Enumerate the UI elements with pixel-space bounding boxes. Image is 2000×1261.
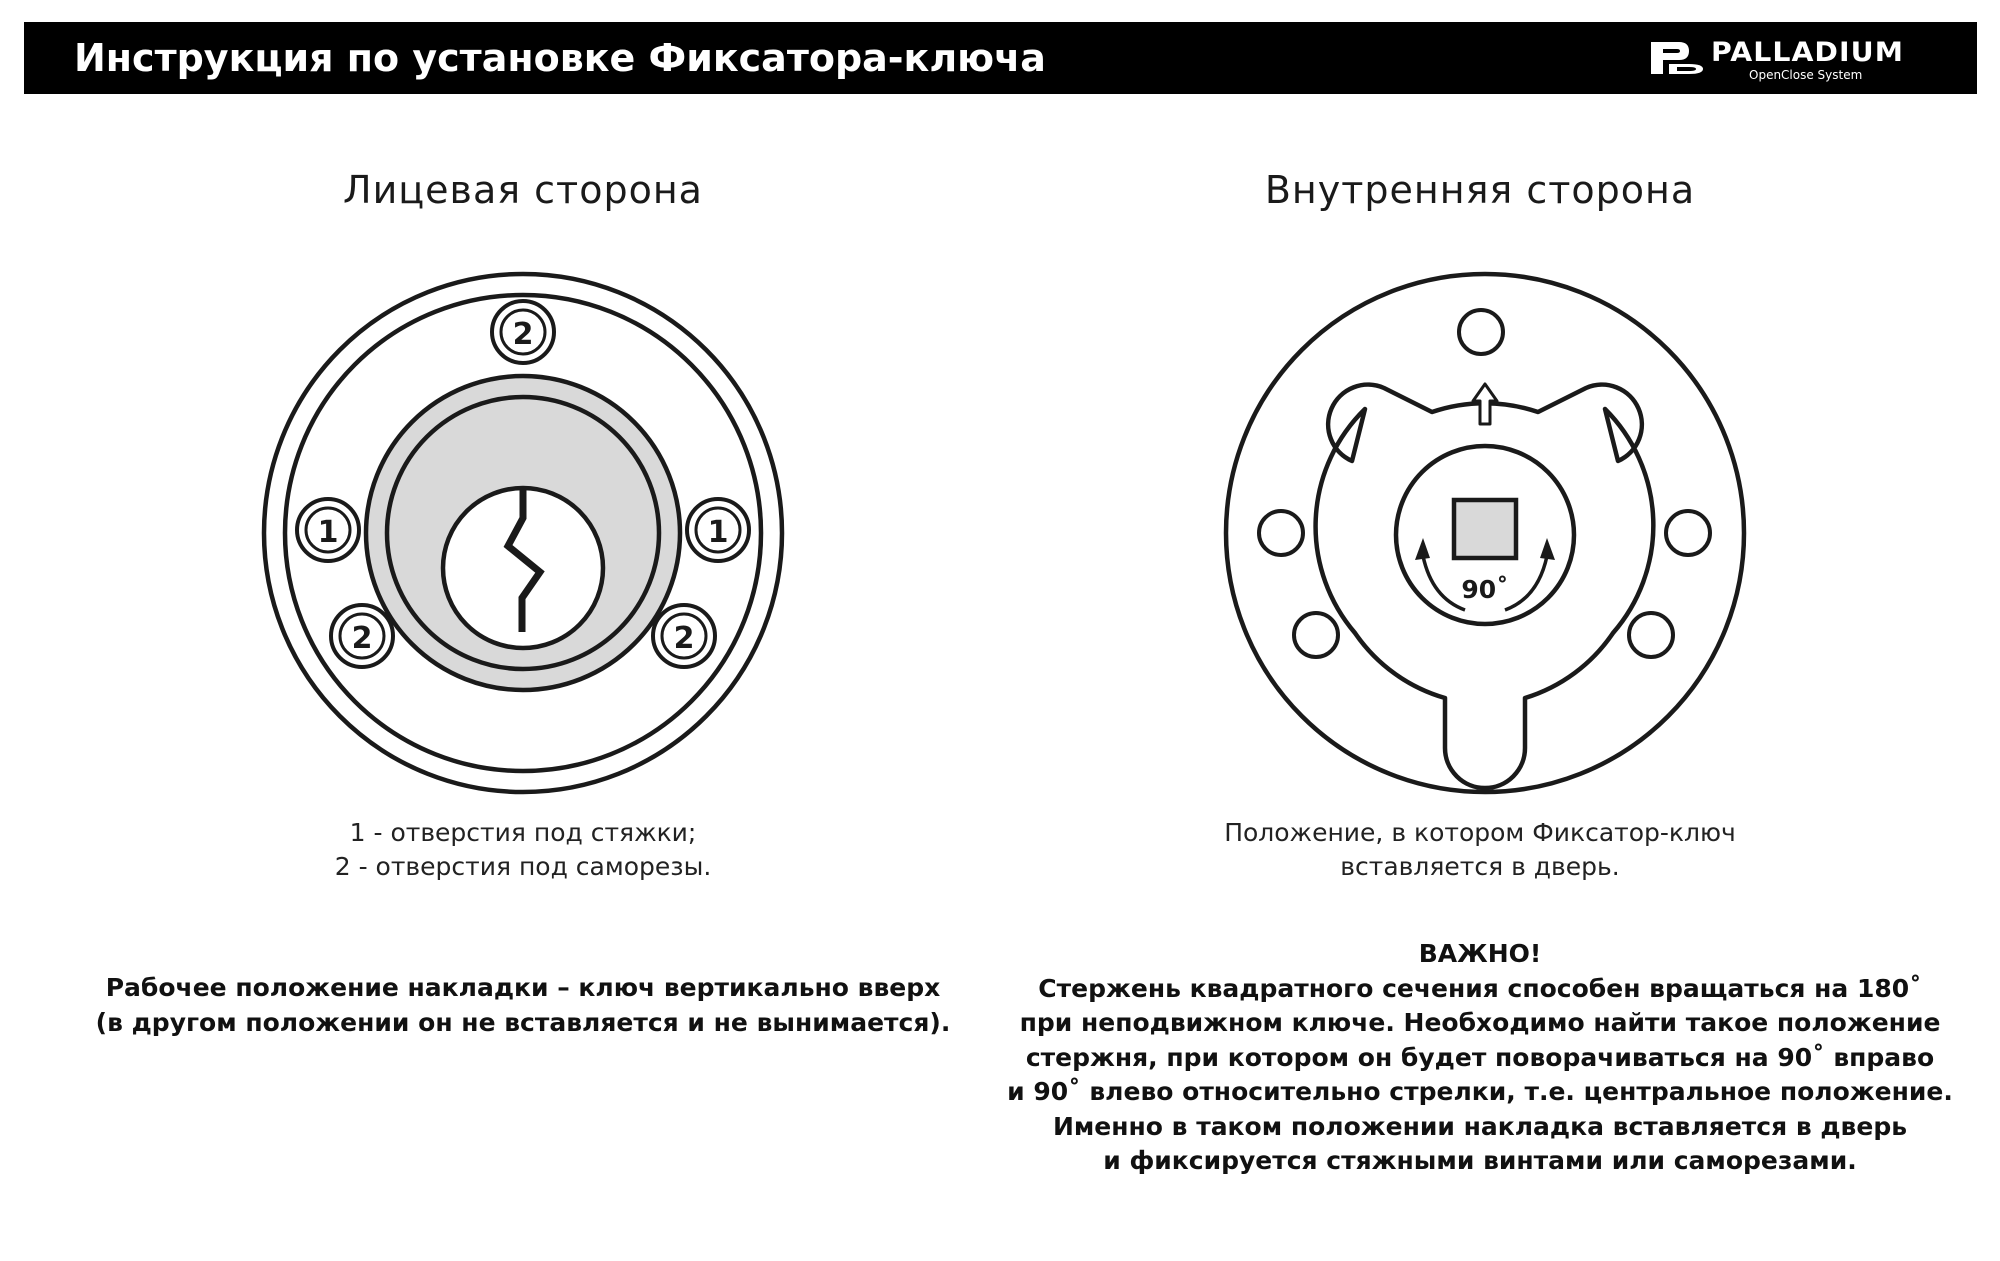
important-heading: ВАЖНО! <box>1418 939 1542 968</box>
rotation-angle-label: 90˚ <box>1461 575 1509 604</box>
inner-side-title: Внутренняя сторона <box>1264 168 1696 212</box>
page-title: Инструкция по установке Фиксатора-ключа <box>74 36 1046 80</box>
important-line-5: Именно в таком положении накладка вставляется в дверь <box>1052 1111 1908 1141</box>
front-side-diagram <box>258 268 788 798</box>
important-note <box>980 937 1980 1179</box>
brand-mark-icon <box>1649 38 1705 78</box>
lower-right-hole <box>1629 613 1673 657</box>
left-side-hole <box>1259 511 1303 555</box>
important-line-4: и 90˚ влево относительно стрелки, т.е. центральное положение. <box>1007 1077 1953 1106</box>
header-bar <box>24 22 1977 94</box>
inner-side-diagram <box>1220 268 1750 798</box>
square-rod <box>1454 500 1516 558</box>
important-line-6: и фиксируется стяжными винтами или саморезами. <box>1103 1146 1857 1175</box>
working-position-line-2: (в другом положении он не вставляется и не вынимается). <box>95 1007 951 1037</box>
lower-left-hole <box>1294 613 1338 657</box>
right-side-hole <box>1666 511 1710 555</box>
front-side-title: Лицевая сторона <box>343 168 703 212</box>
screw-hole-top <box>492 301 554 363</box>
important-line-1: Стержень квадратного сечения способен вращаться на 180˚ <box>1038 973 1922 1003</box>
inner-caption-line-1: Положение, в котором Фиксатор-ключ <box>1224 818 1736 847</box>
screw-hole-bottom-left <box>331 605 393 667</box>
front-side-caption <box>123 816 923 884</box>
working-position-note <box>23 971 1023 1040</box>
inner-caption-line-2: вставляется в дверь. <box>1340 852 1620 881</box>
inner-side-caption <box>1080 816 1880 884</box>
screw-hole-top-label: 2 <box>512 317 534 352</box>
tie-hole-left-label: 1 <box>317 515 339 550</box>
front-caption-line-1: 1 - отверстия под стяжки; <box>349 818 697 847</box>
important-line-3: стержня, при котором он будет поворачиваться на 90˚ вправо <box>1025 1042 1935 1072</box>
front-caption-line-2: 2 - отверстия под саморезы. <box>334 852 712 881</box>
screw-hole-bottom-right <box>653 605 715 667</box>
tie-hole-right <box>687 499 749 561</box>
important-line-2: при неподвижном ключе. Необходимо найти такое положение <box>1019 1008 1941 1037</box>
screw-hole-bottom-right-label: 2 <box>673 621 695 656</box>
tie-hole-left <box>297 499 359 561</box>
brand-logo <box>1649 36 1933 82</box>
top-guide-hole <box>1459 310 1503 354</box>
brand-name: PALLADIUM <box>1711 37 1904 68</box>
tie-hole-right-label: 1 <box>707 515 729 550</box>
working-position-line-1: Рабочее положение накладки – ключ вертикально вверх <box>105 973 941 1002</box>
brand-tagline: OpenClose System <box>1749 68 1863 82</box>
screw-hole-bottom-left-label: 2 <box>351 621 373 656</box>
